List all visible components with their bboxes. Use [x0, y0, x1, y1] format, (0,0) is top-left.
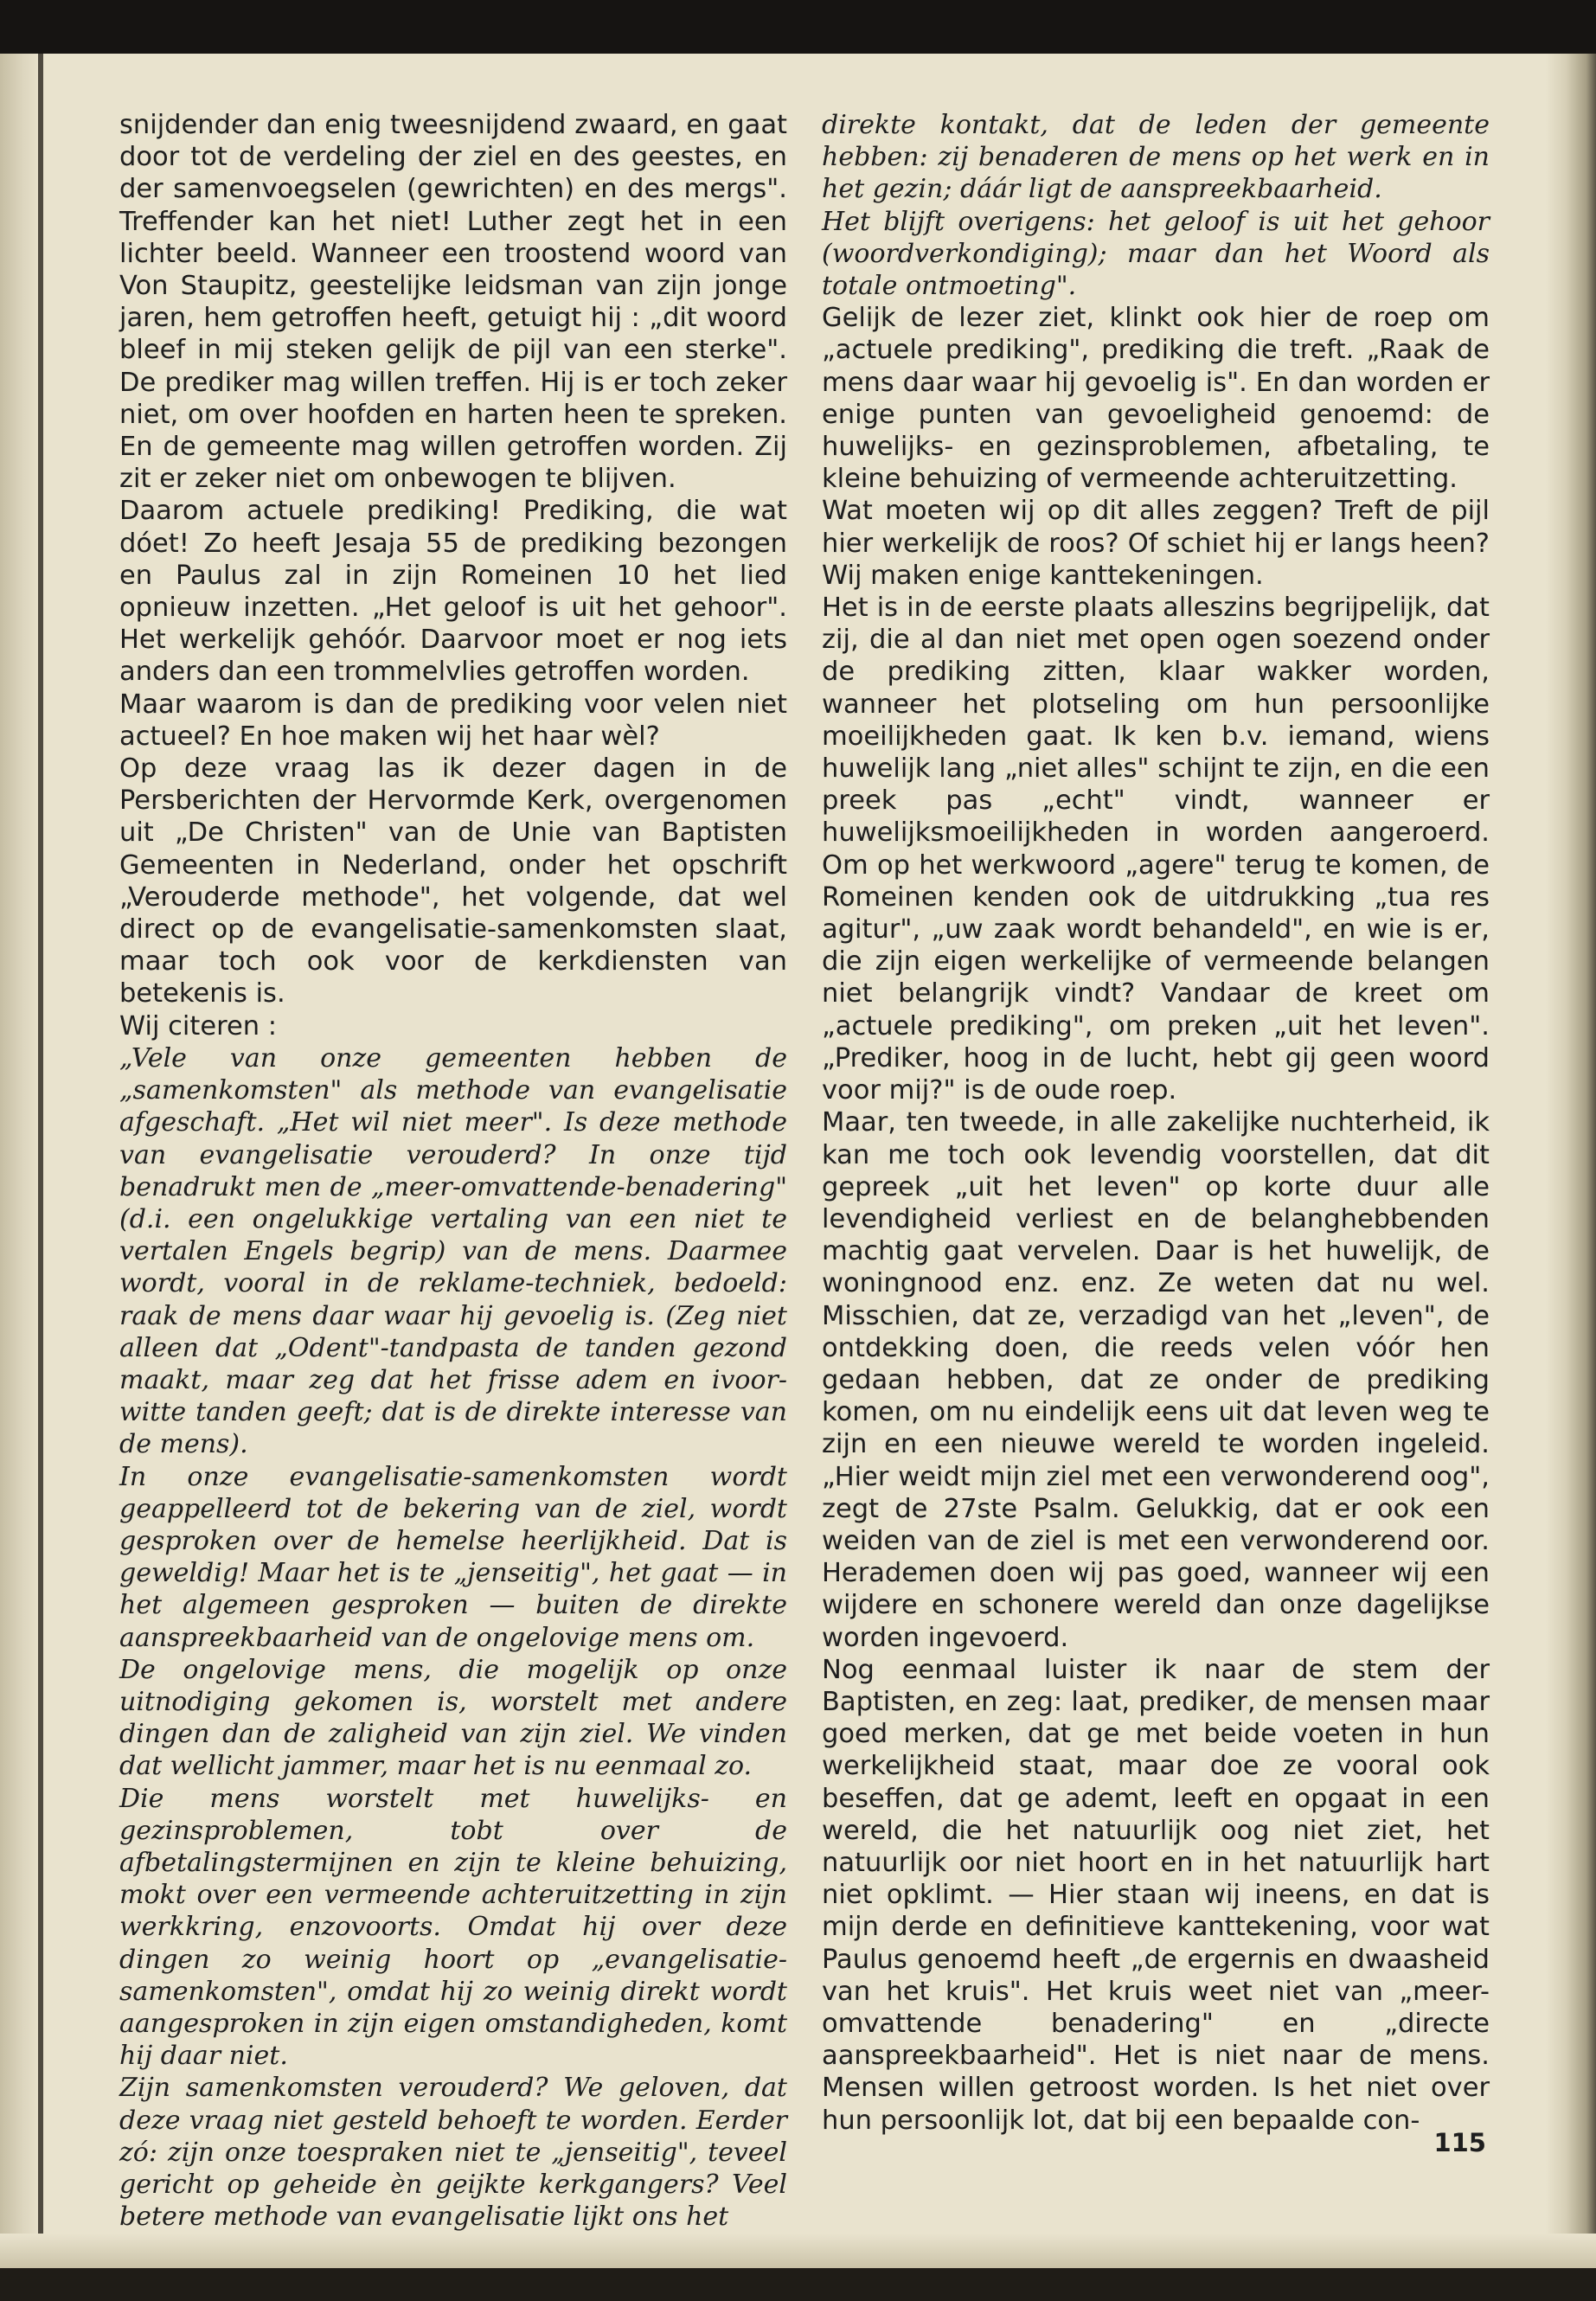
paragraph: Nog eenmaal luister ik naar de stem der Baptisten, en zeg: laat, prediker, de mensen maar goed merken, dat ge met beide voeten in hun werkelijkheid staat, maar doe ze vooral ook beseffen, dat ge ademt, leeft en opgaat in een wereld, die het natuurlijk oog niet ziet, het natuurlijk oor niet hoort en in het natuurlijk hart niet opklimt. — Hier staan wij ineens, en dat is mijn derde en definitieve kanttekening, voor wat Paulus genoemd heeft „de ergernis en dwaasheid van het kruis". Het kruis weet niet van „meer-omvattende benadering" en „directe aanspreekbaarheid". Het is niet naar de mens. Mensen willen getroost worden. Is het niet over hun persoonlijk lot, dat bij een bepaalde con-	[822, 1654, 1490, 2136]
quote-paragraph: In onze evangelisatie-samenkomsten wordt geappelleerd tot de bekering van de ziel, wordt gesproken over de hemelse heerlijkheid. Dat is geweldig! Maar het is te „jenseitig", het gaat — in het algemeen gesproken — buiten de direkte aanspreekbaarheid van de ongelovige mens om.	[119, 1461, 787, 1653]
page-number: 115	[1433, 2128, 1486, 2157]
quote-paragraph: direkte kontakt, dat de leden der gemeente hebben: zij benaderen de mens op het werk en in het gezin; dáár ligt de aanspreekbaarheid.	[822, 110, 1490, 205]
left-text-column	[119, 109, 787, 2233]
page-binding-line	[38, 54, 43, 2268]
paragraph: Op deze vraag las ik dezer dagen in de Persberichten der Hervormde Kerk, overgenomen uit „De Christen" van de Unie van Baptisten Gemeenten in Nederland, onder het opschrift „Verouderde methode", het volgende, dat wel direct op de evangelisatie-samenkomsten slaat, maar toch ook voor de kerkdiensten van betekenis is.	[119, 753, 787, 1009]
paragraph: Daarom actuele prediking! Prediking, die wat dóet! Zo heeft Jesaja 55 de prediking bezongen en Paulus zal in zijn Romeinen 10 het lied opnieuw inzetten. „Het geloof is uit het gehoor". Het werkelijk gehóór. Daarvoor moet er nog iets anders dan een trommelvlies getroffen worden.	[119, 496, 787, 688]
paragraph: snijdender dan enig tweesnijdend zwaard, en gaat door tot de verdeling der ziel en des geestes, en der samenvoegselen (gewrichten) en des mergs". Treffender kan het niet! Luther zegt het in een lichter beeld. Wanneer een troostend woord van Von Staupitz, geestelijke leidsman van zijn jonge jaren, hem getroffen heeft, getuigt hij : „dit woord bleef in mij steken gelijk de pijl van een sterke". De prediker mag willen treffen. Hij is er toch zeker niet, om over hoofden en harten heen te spreken. En de gemeente mag willen getroffen worden. Zij zit er zeker niet om onbewogen te blijven.	[119, 110, 787, 495]
quote-paragraph: De ongelovige mens, die mogelijk op onze uitnodiging gekomen is, worstelt met andere dingen dan de zaligheid van zijn ziel. We vinden dat wellicht jammer, maar het is nu eenmaal zo.	[119, 1654, 787, 1782]
quote-paragraph: Het blijft overigens: het geloof is uit het gehoor (woordverkondiging); maar dan het Woord als totale ontmoeting".	[822, 206, 1490, 302]
scan-top-border	[0, 0, 1596, 54]
paragraph: Gelijk de lezer ziet, klinkt ook hier de roep om „actuele prediking", prediking die treft. „Raak de mens daar waar hij gevoelig is". En dan worden er enige punten van gevoeligheid genoemd: de huwelijks- en gezinsproblemen, afbetaling, te kleine behuizing of vermeende achteruitzetting.	[822, 303, 1490, 495]
quote-paragraph: „Vele van onze gemeenten hebben de „samenkomsten" als methode van evangelisatie afgeschaft. „Het wil niet meer". Is deze methode van evangelisatie verouderd? In onze tijd benadrukt men de „meer-omvattende-benadering" (d.i. een ongelukkige vertaling van een niet te vertalen Engels begrip) van de mens. Daarmee wordt, vooral in de reklame-techniek, bedoeld: raak de mens daar waar hij gevoelig is. (Zeg niet alleen dat „Odent"-tandpasta de tanden gezond maakt, maar zeg dat het frisse adem en ivoor-witte tanden geeft; dat is de direkte interesse van de mens).	[119, 1042, 787, 1460]
page-left-edge	[0, 54, 43, 2268]
paragraph: Maar, ten tweede, in alle zakelijke nuchterheid, ik kan me toch ook levendig voorstellen, dat dit gepreek „uit het leven" op korte duur alle levendigheid verliest en de belanghebbenden machtig gaat vervelen. Daar is het huwelijk, de woningnood enz. enz. Ze weten dat nu wel. Misschien, dat ze, verzadigd van het „leven", de ontdekking doen, die reeds velen vóór hen gedaan hebben, dat ze onder de prediking komen, om nu eindelijk eens uit dat leven weg te zijn en een nieuwe wereld te worden ingeleid. „Hier weidt mijn ziel met een verwonderend oog", zegt de 27ste Psalm. Gelukkig, dat er ook een weiden van de ziel is met een verwonderend oor. Herademen doen wij pas goed, wanneer wij een wijdere en schonere wereld dan onze dagelijkse worden ingevoerd.	[822, 1107, 1490, 1653]
paragraph: Maar waarom is dan de prediking voor velen niet actueel? En hoe maken wij het haar wèl?	[119, 689, 787, 752]
right-text-column	[822, 109, 1490, 2137]
paragraph: Wat moeten wij op dit alles zeggen? Treft de pijl hier werkelijk de roos? Of schiet hij er langs heen? Wij maken enige kanttekeningen.	[822, 496, 1490, 591]
paragraph: Wij citeren :	[119, 1010, 278, 1042]
quote-paragraph: Zijn samenkomsten verouderd? We geloven, dat deze vraag niet gesteld behoeft te worden. Eerder zó: zijn onze toespraken niet te „jenseitig", teveel gericht op geheide èn geijkte kerkgangers? Veel betere methode van evangelisatie lijkt ons het	[119, 2073, 787, 2233]
page-right-edge	[1546, 54, 1596, 2268]
paragraph: Het is in de eerste plaats alleszins begrijpelijk, dat zij, die al dan niet met open ogen soezend onder de prediking zitten, klaar wakker worden, wanneer het plotseling om hun persoonlijke moeilijkheden gaat. Ik ken b.v. iemand, wiens huwelijk lang „niet alles" schijnt te zijn, en die een preek pas „echt" vindt, wanneer er huwelijksmoeilijkheden in worden aangeroerd. Om op het werkwoord „agere" terug te komen, de Romeinen kenden ook de uitdrukking „tua res agitur", „uw zaak wordt behandeld", en wie is er, die zijn eigen werkelijke of vermeende belangen niet belangrijk vindt? Vandaar de kreet om „actuele prediking", om preken „uit het leven". „Prediker, hoog in de lucht, hebt gij geen woord voor mij?" is de oude roep.	[822, 593, 1490, 1106]
page-bottom-edge	[0, 2234, 1596, 2268]
quote-paragraph: Die mens worstelt met huwelijks- en gezinsproblemen, tobt over de afbetalingstermijnen en zijn te kleine behuizing, mokt over een vermeende achteruitzetting in zijn werkkring, enzovoorts. Omdat hij over deze dingen zo weinig hoort op „evangelisatie-samenkomsten", omdat hij zo weinig direkt wordt aangesproken in zijn eigen omstandigheden, komt hij daar niet.	[119, 1783, 787, 2072]
